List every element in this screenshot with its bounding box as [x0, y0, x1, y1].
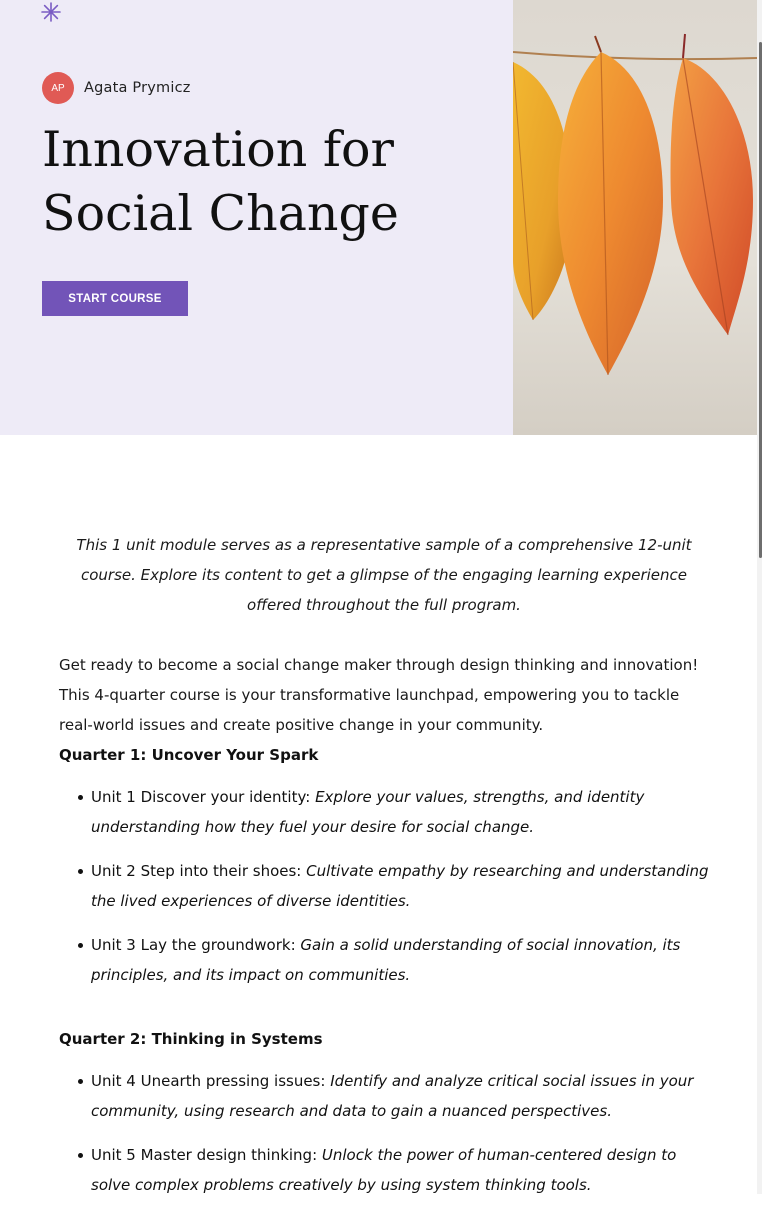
unit-label: Unit 2 Step into their shoes: — [91, 862, 307, 880]
course-description — [59, 530, 709, 1214]
quarter-heading: Quarter 2: Thinking in Systems — [59, 1030, 323, 1048]
unit-description: Cultivate empathy by researching and understanding the lived experiences of diverse identities. — [91, 862, 709, 910]
start-course-button[interactable]: START COURSE — [42, 281, 188, 316]
unit-description: Explore your values, strengths, and identity understanding how they fuel your desire for social change. — [91, 788, 645, 836]
list-item — [91, 1066, 709, 1126]
unit-description: Gain a solid understanding of social innovation, its principles, and its impact on communities. — [91, 936, 681, 984]
unit-label: Unit 5 Master design thinking: — [91, 1146, 322, 1164]
list-item — [91, 930, 709, 990]
asterisk-icon[interactable] — [41, 2, 61, 24]
overview-paragraph: Get ready to become a social change maker through design thinking and innovation! This 4-quarter course is your transformative launchpad, empowering you to tackle real-world issues and create positive change in your community. — [59, 656, 699, 734]
unit-label: Unit 1 Discover your identity: — [91, 788, 316, 806]
quarter-heading: Quarter 1: Uncover Your Spark — [59, 746, 319, 764]
list-item — [91, 856, 709, 916]
unit-list — [59, 782, 709, 990]
avatar: AP — [42, 72, 74, 104]
author-name: Agata Prymicz — [84, 80, 191, 96]
title-line-2: Social Change — [42, 185, 399, 242]
unit-list — [59, 1066, 709, 1200]
unit-description: Unlock the power of human-centered design to solve complex problems creatively by using system thinking tools. — [91, 1146, 677, 1194]
unit-label: Unit 4 Unearth pressing issues: — [91, 1072, 331, 1090]
author — [42, 72, 191, 104]
list-item — [91, 1140, 709, 1200]
hero-image — [513, 0, 757, 435]
title-line-1: Innovation for — [42, 121, 394, 178]
intro-text: This 1 unit module serves as a representative sample of a comprehensive 12-unit course. Explore its content to get a glimpse of the engaging learning experience offered throughout the full program. — [76, 536, 692, 614]
list-item — [91, 782, 709, 842]
unit-description: Identify and analyze critical social issues in your community, using research and data to gain a nuanced perspectives. — [91, 1072, 694, 1120]
page-title — [42, 118, 482, 246]
unit-label: Unit 3 Lay the groundwork: — [91, 936, 301, 954]
